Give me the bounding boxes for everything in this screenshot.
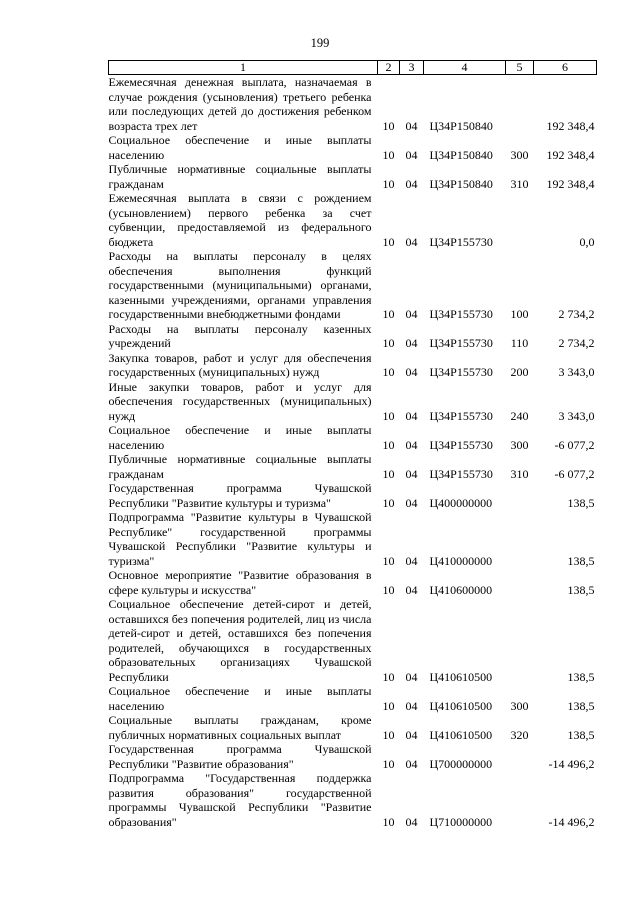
table-row [109,162,597,191]
subsection-code-cell: 04 [405,147,418,162]
item-name-cell: Ежемесячная денежная выплата, назначаемая в случае рождения (усыновления) третьего ребенка или последующих детей до достижения ребенком возраста трех лет [108,75,372,133]
subsection-code-cell: 04 [405,336,418,350]
amount-cell: 2 734,2 [558,336,595,350]
table-row [109,684,597,713]
section-code-cell: 10 [382,176,395,191]
section-code-cell: 10 [382,437,395,452]
header-cell: 2 [378,61,400,75]
amount-cell: 138,5 [567,553,595,568]
subsection-code-cell: 04 [405,669,418,684]
section-code-cell: 10 [382,336,395,350]
amount-cell: 192 348,4 [546,118,595,133]
item-name-cell: Публичные нормативные социальные выплаты гражданам [108,452,372,481]
section-code-cell: 10 [382,698,395,713]
amount-cell: -14 496,2 [548,814,595,829]
subsection-code-cell: 04 [405,408,418,423]
subsection-code-cell: 04 [405,365,418,379]
expense-type-cell [506,597,534,684]
section-code-cell: 10 [382,365,395,379]
amount-cell: 192 348,4 [546,176,595,191]
header-cell: 1 [109,61,378,75]
table-row [109,597,597,684]
subsection-code-cell: 04 [405,307,418,321]
section-code-cell: 10 [382,814,395,829]
expense-type-cell: 300 [510,437,529,452]
item-name-cell: Расходы на выплаты персоналу казенных учреждений [108,321,372,350]
section-code-cell: 10 [382,234,395,249]
item-name-cell: Подпрограмма "Развитие культуры в Чувашской Республике" государственной программы Чувашской Республики "Развитие культуры и туризма" [108,510,372,568]
item-name-cell: Социальное обеспечение и иные выплаты населению [108,684,372,713]
target-article-cell: Ц34Р155730 [429,365,493,379]
target-article-cell: Ц34Р155730 [429,336,493,350]
section-code-cell: 10 [382,582,395,597]
expense-type-cell: 100 [510,307,529,321]
target-article-cell: Ц34Р150840 [429,147,493,162]
target-article-cell: Ц700000000 [429,756,493,771]
expense-type-cell [506,771,534,829]
expense-type-cell: 300 [510,698,529,713]
target-article-cell: Ц34Р155730 [429,307,493,321]
table-row [109,481,597,510]
item-name-cell: Государственная программа Чувашской Республики "Развитие образования" [108,742,372,771]
section-code-cell: 10 [382,466,395,481]
table-body [109,75,597,830]
table-row [109,423,597,452]
amount-cell: -14 496,2 [548,756,595,771]
target-article-cell: Ц34Р150840 [429,176,493,191]
table-row [109,322,597,351]
table-row [109,771,597,829]
section-code-cell: 10 [382,408,395,423]
amount-cell: 138,5 [567,495,595,510]
section-code-cell: 10 [382,727,395,742]
table-row [109,249,597,322]
amount-cell: 138,5 [567,698,595,713]
expense-type-cell: 110 [510,336,529,350]
table-header-row [109,61,597,75]
expense-type-cell [506,510,534,568]
subsection-code-cell: 04 [405,118,418,133]
table-row [109,191,597,249]
target-article-cell: Ц410610500 [429,698,493,713]
table-row [109,351,597,380]
item-name-cell: Государственная программа Чувашской Республики "Развитие культуры и туризма" [108,481,372,510]
table-row [109,133,597,162]
item-name-cell: Основное мероприятие "Развитие образования в сфере культуры и искусства" [108,568,372,597]
item-name-cell: Расходы на выплаты персоналу в целях обеспечения выполнения функций государственными (муниципальными) органами, казенными учреждениями, органами управления государственными внебюджетными фондами [108,249,372,321]
table-row [109,510,597,568]
subsection-code-cell: 04 [405,495,418,510]
target-article-cell: Ц410600000 [429,582,493,597]
expense-type-cell: 310 [510,176,529,191]
table-row [109,380,597,424]
item-name-cell: Социальные выплаты гражданам, кроме публичных нормативных социальных выплат [108,713,372,742]
target-article-cell: Ц34Р155730 [429,466,493,481]
section-code-cell: 10 [382,756,395,771]
amount-cell: -6 077,2 [554,437,595,452]
subsection-code-cell: 04 [405,176,418,191]
subsection-code-cell: 04 [405,727,418,742]
target-article-cell: Ц410610500 [429,727,493,742]
subsection-code-cell: 04 [405,582,418,597]
target-article-cell: Ц710000000 [429,814,493,829]
subsection-code-cell: 04 [405,814,418,829]
subsection-code-cell: 04 [405,698,418,713]
header-cell: 3 [400,61,424,75]
expense-type-cell: 300 [510,147,529,162]
item-name-cell: Социальное обеспечение и иные выплаты населению [108,133,372,162]
section-code-cell: 10 [382,553,395,568]
header-cell: 5 [506,61,534,75]
expense-type-cell: 310 [510,466,529,481]
expense-type-cell [506,75,534,134]
target-article-cell: Ц410610500 [429,669,493,684]
target-article-cell: Ц400000000 [429,495,493,510]
target-article-cell: Ц34Р155730 [429,437,493,452]
target-article-cell: Ц34Р155730 [429,408,493,423]
amount-cell: 3 343,0 [558,408,595,423]
table-row [109,568,597,597]
item-name-cell: Социальное обеспечение детей-сирот и детей, оставшихся без попечения родителей, лиц из числа детей-сирот и детей, оставшихся без попечения родителей, обучающихся в государственных образовательных организациях Чувашской Республики [108,597,372,684]
item-name-cell: Публичные нормативные социальные выплаты гражданам [108,162,372,191]
section-code-cell: 10 [382,495,395,510]
subsection-code-cell: 04 [405,553,418,568]
amount-cell: 0,0 [579,234,595,249]
item-name-cell: Социальное обеспечение и иные выплаты населению [108,423,372,452]
expense-type-cell [506,568,534,597]
subsection-code-cell: 04 [405,437,418,452]
section-code-cell: 10 [382,147,395,162]
target-article-cell: Ц34Р155730 [429,234,493,249]
item-name-cell: Иные закупки товаров, работ и услуг для обеспечения государственных (муниципальных) нужд [108,379,372,423]
subsection-code-cell: 04 [405,234,418,249]
amount-cell: 138,5 [567,727,595,742]
budget-table [108,60,597,829]
header-cell: 4 [424,61,506,75]
table-row [109,75,597,134]
subsection-code-cell: 04 [405,756,418,771]
amount-cell: 138,5 [567,669,595,684]
expense-type-cell [506,191,534,249]
target-article-cell: Ц410000000 [429,553,493,568]
expense-type-cell: 320 [510,727,529,742]
target-article-cell: Ц34Р150840 [429,118,493,133]
table-row [109,452,597,481]
section-code-cell: 10 [382,669,395,684]
table-row [109,742,597,771]
amount-cell: 3 343,0 [558,365,595,379]
amount-cell: 192 348,4 [546,147,595,162]
page-number: 199 [310,36,330,50]
amount-cell: 138,5 [567,582,595,597]
item-name-cell: Ежемесячная выплата в связи с рождением (усыновлением) первого ребенка за счет субвенции, предоставляемой из федерального бюджета [108,191,372,249]
item-name-cell: Закупка товаров, работ и услуг для обеспечения государственных (муниципальных) нужд [108,350,372,379]
expense-type-cell: 200 [510,365,529,379]
section-code-cell: 10 [382,118,395,133]
amount-cell: -6 077,2 [554,466,595,481]
expense-type-cell [506,481,534,510]
expense-type-cell [506,742,534,771]
expense-type-cell: 240 [510,408,529,423]
section-code-cell: 10 [382,307,395,321]
header-cell: 6 [534,61,597,75]
subsection-code-cell: 04 [405,466,418,481]
item-name-cell: Подпрограмма "Государственная поддержка развития образования" государственной программы Чувашской Республики "Развитие образования" [108,771,372,829]
amount-cell: 2 734,2 [558,307,595,321]
table-row [109,713,597,742]
